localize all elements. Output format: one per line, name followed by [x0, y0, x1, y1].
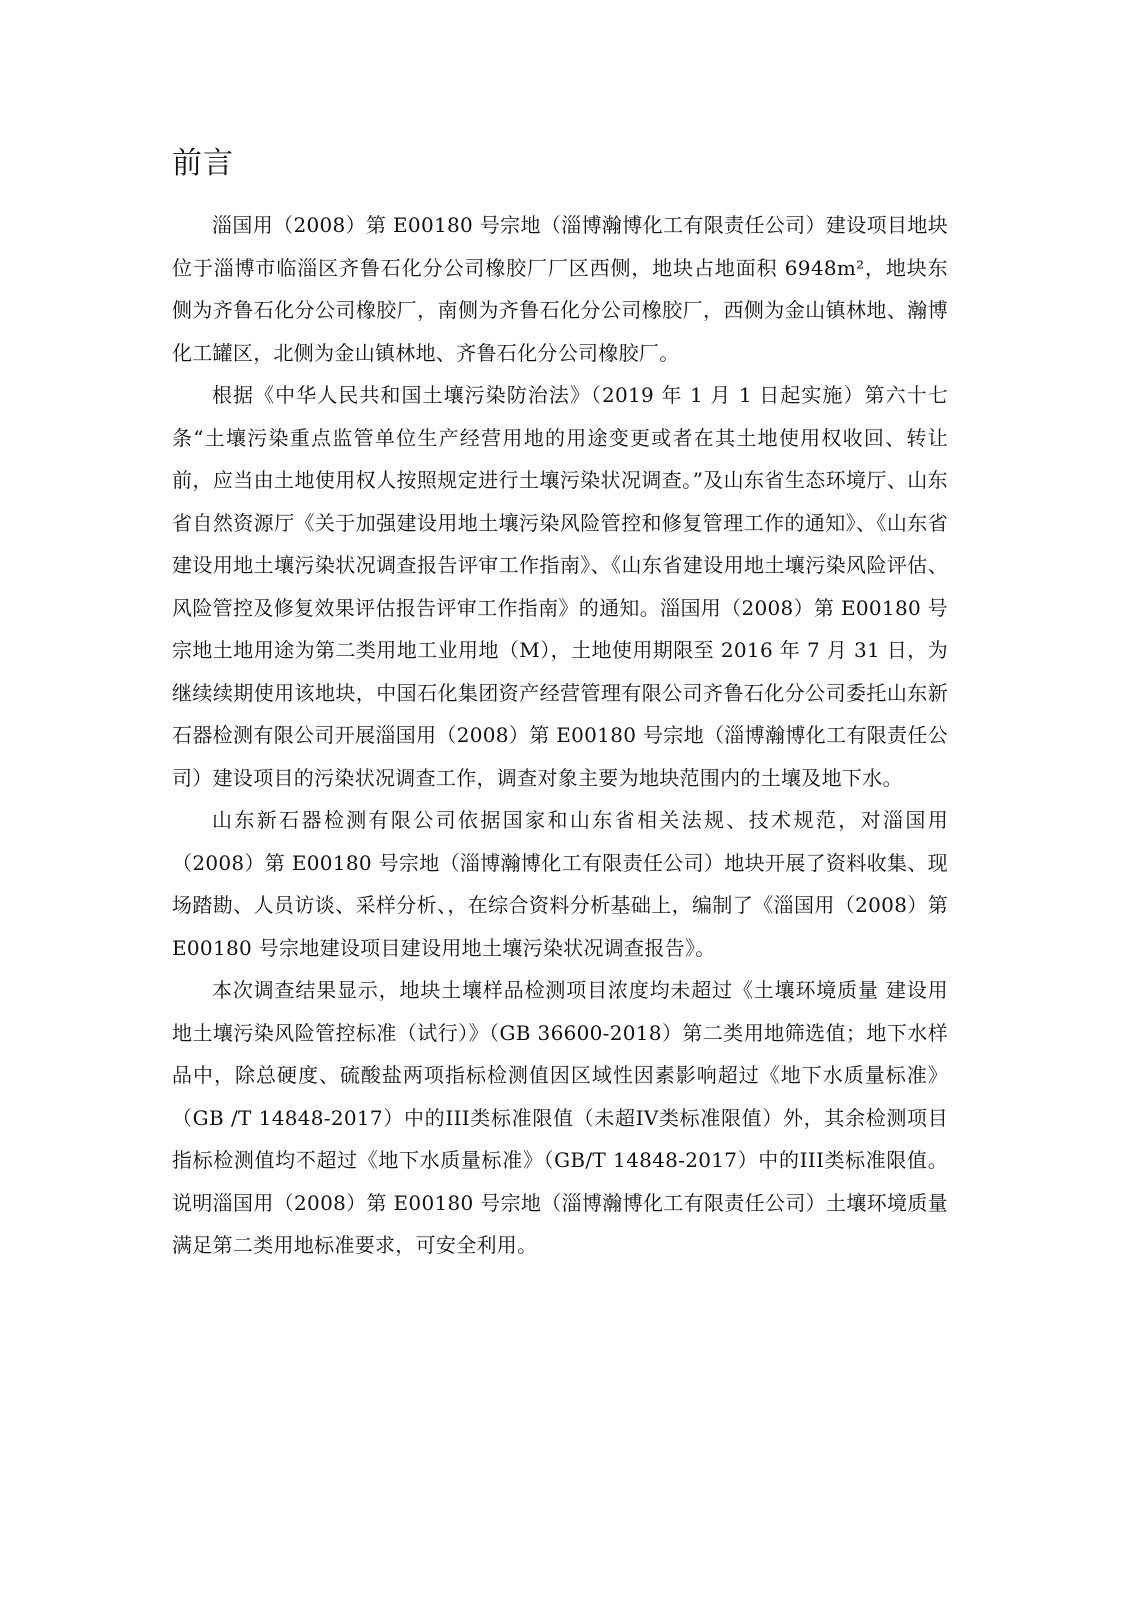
paragraph-site-location: 淄国用（2008）第 E00180 号宗地（淄博瀚博化工有限责任公司）建设项目地块位于淄博市临淄区齐鲁石化分公司橡胶厂厂区西侧，地块占地面积 6948m²，地块东侧为齐鲁石化分公司橡胶厂，南侧为齐鲁石化分公司橡胶厂，西侧为金山镇林地、瀚博化工罐区，北侧为金山镇林地、齐鲁石化分公司橡胶厂。: [172, 213, 948, 365]
page-title: 前言: [172, 146, 234, 181]
document-body: [172, 204, 948, 1267]
paragraph-legal-basis: 根据《中华人民共和国土壤污染防治法》（2019 年 1 月 1 日起实施）第六十七条“土壤污染重点监管单位生产经营用地的用途变更或者在其土地使用权收回、转让前，应当由土地使用权人按照规定进行土壤污染状况调查。”及山东省生态环境厅、山东省自然资源厅《关于加强建设用地土壤污染风险管控和修复管理工作的通知》、《山东省建设用地土壤污染状况调查报告评审工作指南》、《山东省建设用地土壤污染风险评估、风险管控及修复效果评估报告评审工作指南》的通知。淄国用（2008）第 E00180 号宗地土地用途为第二类用地工业用地（M），土地使用期限至 2016 年 7 月 31 日，为继续续期使用该地块，中国石化集团资产经营管理有限公司齐鲁石化分公司委托山东新石器检测有限公司开展淄国用（2008）第 E00180 号宗地（淄博瀚博化工有限责任公司）建设项目的污染状况调查工作，调查对象主要为地块范围内的土壤及地下水。: [172, 383, 948, 790]
paragraph-survey-work: 山东新石器检测有限公司依据国家和山东省相关法规、技术规范，对淄国用（2008）第 E00180 号宗地（淄博瀚博化工有限责任公司）地块开展了资料收集、现场踏勘、人员访谈、采样分析、，在综合资料分析基础上，编制了《淄国用（2008）第 E00180 号宗地建设项目建设用地土壤污染状况调查报告》。: [172, 808, 948, 960]
paragraph-survey-results: 本次调查结果显示，地块土壤样品检测项目浓度均未超过《土壤环境质量 建设用地土壤污染风险管控标准（试行）》（GB 36600-2018）第二类用地筛选值；地下水样品中，除总硬度、硫酸盐两项指标检测值因区域性因素影响超过《地下水质量标准》（GB /T 14848-2017）中的III类标准限值（未超IV类标准限值）外，其余检测项目指标检测值均不超过《地下水质量标准》（GB/T 14848-2017）中的III类标准限值。说明淄国用（2008）第 E00180 号宗地（淄博瀚博化工有限责任公司）土壤环境质量满足第二类用地标准要求，可安全利用。: [172, 978, 948, 1257]
